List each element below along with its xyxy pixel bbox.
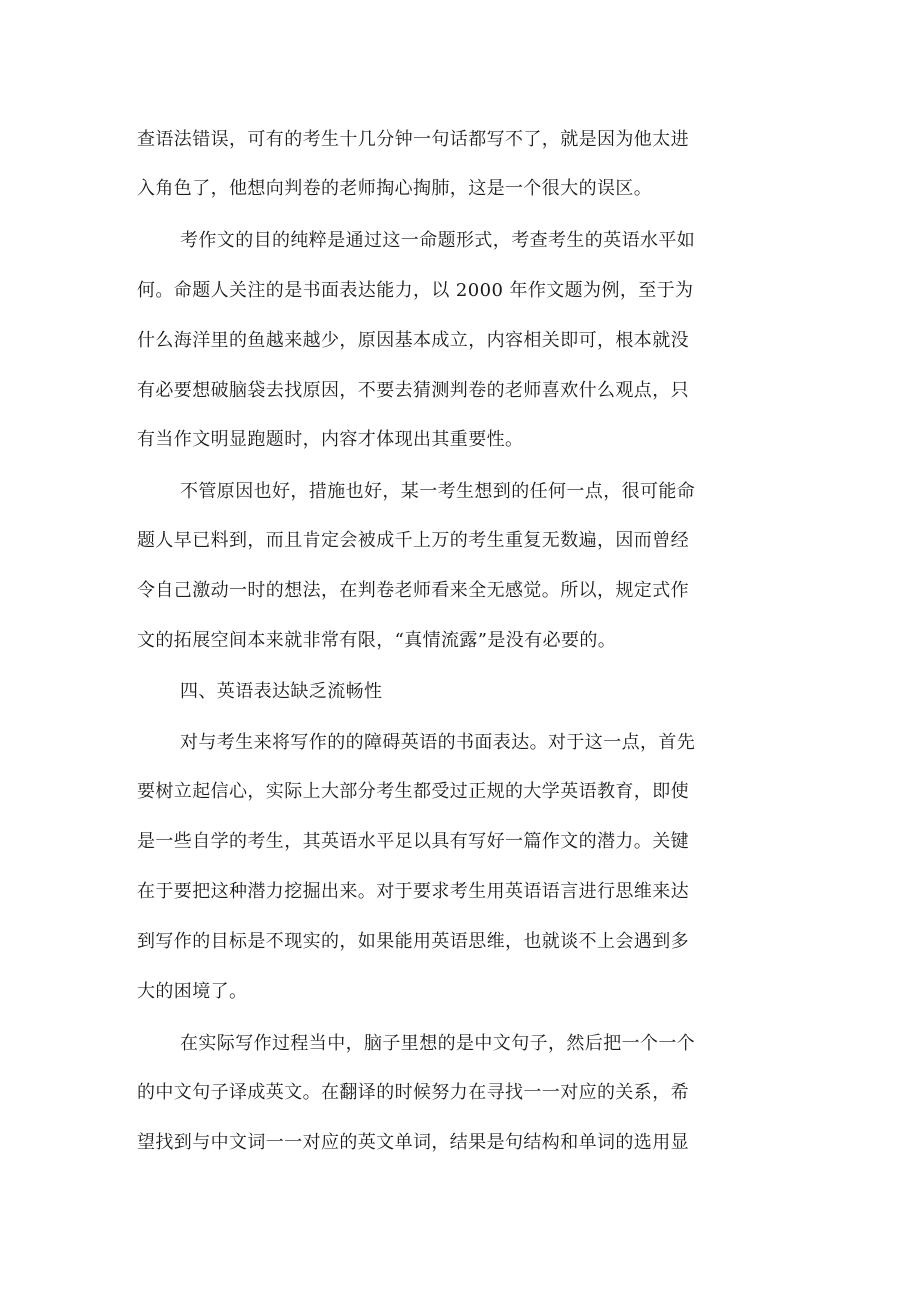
paragraph-line: 查语法错误，可有的考生十几分钟一句话都写不了，就是因为他太进 xyxy=(137,129,689,150)
paragraph-line: 在于要把这种潜力挖掘出来。对于要求考生用英语语言进行思维来达 xyxy=(137,881,689,902)
paragraph-line: 文的拓展空间本来就非常有限，“真情流露”是没有必要的。 xyxy=(137,630,617,651)
paragraph-line: 题人早已料到，而且肯定会被成千上万的考生重复无数遍，因而曾经 xyxy=(137,530,689,551)
paragraph-line: 令自己激动一时的想法，在判卷老师看来全无感觉。所以，规定式作 xyxy=(137,580,689,601)
paragraph-line: 望找到与中文词一一对应的英文单词，结果是句结构和单词的选用显 xyxy=(137,1132,689,1153)
paragraph-line: 在实际写作过程当中，脑子里想的是中文句子，然后把一个一个 xyxy=(180,1033,696,1054)
section-heading: 四、英语表达缺乏流畅性 xyxy=(180,681,383,702)
paragraph-line: 考作文的目的纯粹是通过这一命题形式，考查考生的英语水平如 xyxy=(180,230,696,251)
paragraph-line: 大的困境了。 xyxy=(137,981,248,1002)
paragraph-line: 有必要想破脑袋去找原因，不要去猜测判卷的老师喜欢什么观点，只 xyxy=(137,380,689,401)
paragraph-line: 何。命题人关注的是书面表达能力，以 2000 年作文题为例，至于为 xyxy=(137,280,694,301)
paragraph-line: 的中文句子译成英文。在翻译的时候努力在寻找一一对应的关系，希 xyxy=(137,1082,689,1103)
paragraph-line: 对与考生来将写作的的障碍英语的书面表达。对于这一点，首先 xyxy=(180,732,696,753)
paragraph-line: 有当作文明显跑题时，内容才体现出其重要性。 xyxy=(137,429,524,450)
paragraph-line: 是一些自学的考生，其英语水平足以具有写好一篇作文的潜力。关键 xyxy=(137,831,689,852)
paragraph-line: 入角色了，他想向判卷的老师掏心掏肺，这是一个很大的误区。 xyxy=(137,178,653,199)
paragraph-line: 什么海洋里的鱼越来越少，原因基本成立，内容相关即可，根本就没 xyxy=(137,330,689,351)
paragraph-line: 到写作的目标是不现实的，如果能用英语思维，也就谈不上会遇到多 xyxy=(137,931,689,952)
paragraph-line: 要树立起信心，实际上大部分考生都受过正规的大学英语教育，即使 xyxy=(137,781,689,802)
paragraph-line: 不管原因也好，措施也好，某一考生想到的任何一点，很可能命 xyxy=(180,481,696,502)
